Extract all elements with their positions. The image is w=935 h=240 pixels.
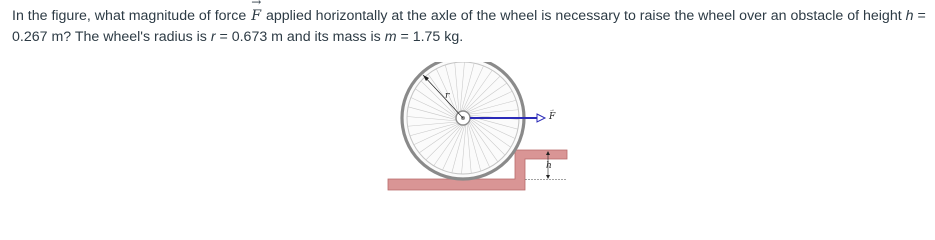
h-symbol: h (905, 8, 914, 24)
vector-arrow-glyph: → (251, 0, 262, 9)
height-arrow-down (546, 175, 550, 179)
radius-label: r (445, 91, 450, 101)
r-symbol: r (210, 29, 216, 45)
m-symbol: m (384, 29, 397, 45)
r-value: = 0.673 m and its mass is (215, 29, 385, 45)
wheel (402, 62, 524, 179)
force-letter: F (251, 8, 262, 24)
height-label: h (546, 161, 552, 171)
wheel-figure (385, 62, 575, 194)
force-label-arrow: → (549, 107, 555, 113)
force-label: F (549, 112, 556, 122)
question-part-2: applied horizontally at the axle of the wheel is necessary to raise the wheel over an obstacle of height (262, 8, 906, 24)
wheel-figure-svg (385, 62, 575, 194)
force-arrowhead (537, 114, 545, 122)
question-text (12, 0, 932, 48)
force-vector-symbol (250, 0, 262, 27)
question-part-1: In the figure, what magnitude of force (12, 8, 251, 24)
h-value: = 0.267 m? The wheel's radius is (12, 8, 926, 45)
m-value: = 1.75 kg. (396, 29, 464, 45)
